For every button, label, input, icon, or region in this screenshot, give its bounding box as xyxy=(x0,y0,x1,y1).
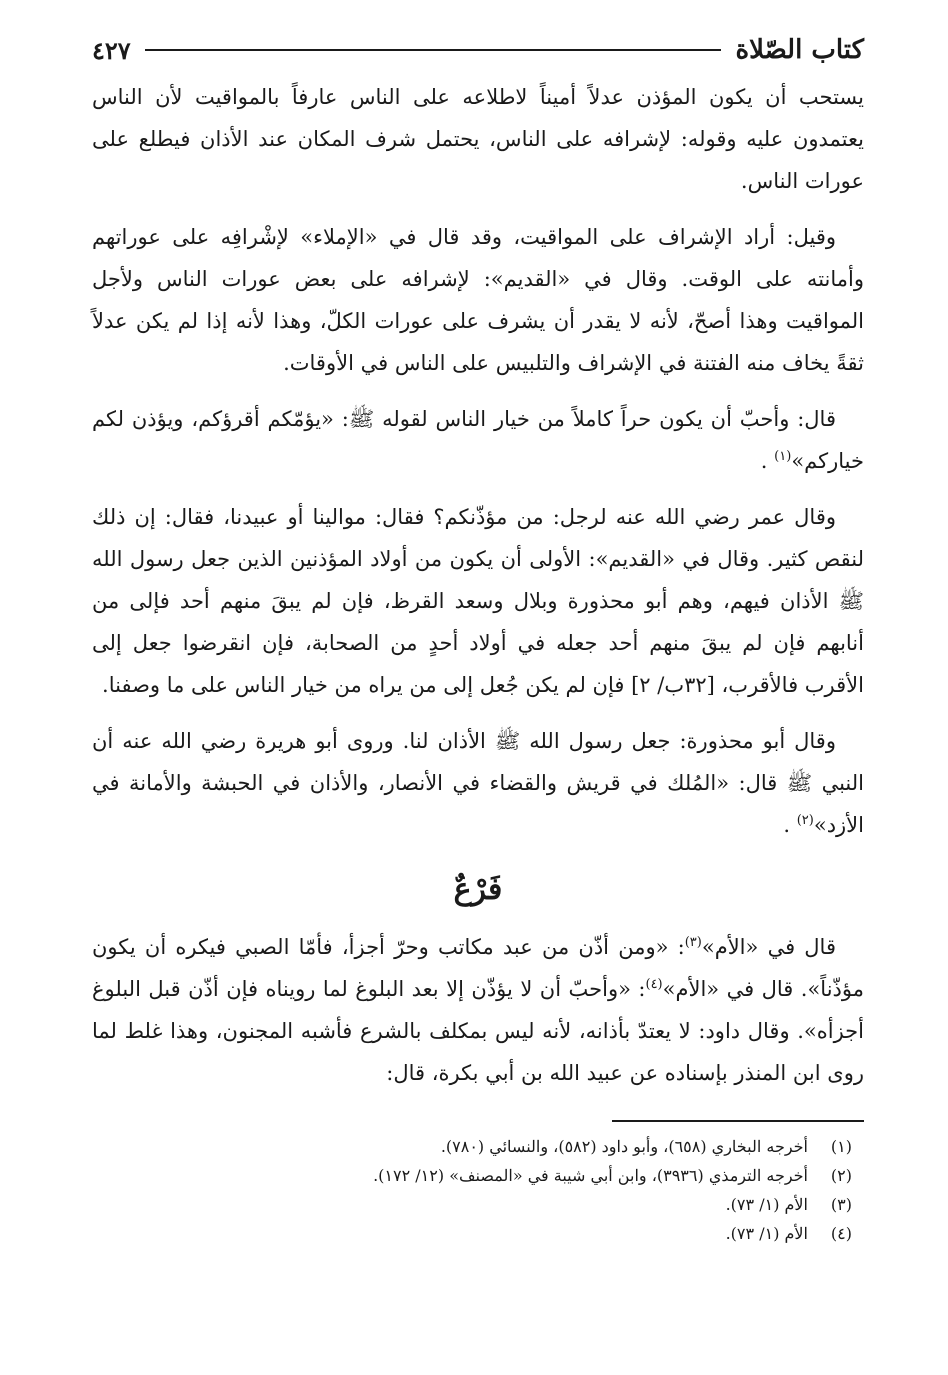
page-number: ٤٢٧ xyxy=(92,35,131,65)
paragraph xyxy=(92,926,864,1094)
paragraph: وقيل: أراد الإشراف على المواقيت، وقد قال في «الإملاء» لإشْرافِه على عوراتهم وأمانته على الوقت. وقال في «القديم»: لإشرافه على بعض عورات الناس ولأجل المواقيت وهذا أصحّ، لأنه لا يقدر أن يشرف على عورات الكلّ، وهذا لأنه إذا لم يكن عدلاً ثقةً يخاف منه الفتنة في الإشراف والتلبيس على الناس في الأوقات. xyxy=(92,225,864,375)
period: . xyxy=(760,449,768,473)
page-header xyxy=(92,30,864,70)
footnote-number: (٤) xyxy=(830,1224,852,1243)
footnote-marker: (٢) xyxy=(796,813,814,828)
footnote-text: أخرجه البخاري (٦٥٨)، وأبو داود (٥٨٢)، والنسائي (٧٨٠). xyxy=(440,1137,808,1156)
paragraph: وقال عمر رضي الله عنه لرجل: من مؤذّنكم؟ فقال: موالينا أو عبيدنا، فقال: إن ذلك لنقص كثير. وقال في «القديم»: الأولى أن يكون من أولاد المؤذنين الذين جعل رسول الله ﷺ الأذان فيهم، وهم أبو محذورة وبلال وسعد القرظ، فإن لم يبقَ منهم أحد فإلى من أنابهم فإن لم يبقَ منهم أحد جعله في أولاد أحدٍ من الصحابة، فإن انقرضوا جعل إلى الأقرب فالأقرب، [٣٢ب/ ٢] فإن لم يكن جُعل إلى من يراه من خيار الناس على ما وصفنا. xyxy=(92,505,864,697)
document-page xyxy=(92,30,864,1248)
book-title: كتاب الصّلاة xyxy=(735,35,864,65)
footnote xyxy=(92,1219,864,1248)
footnote-marker: (١) xyxy=(774,449,792,464)
header-rule xyxy=(145,49,722,51)
paragraph-text: وقال أبو محذورة: جعل رسول الله ﷺ الأذان لنا. وروى أبو هريرة رضي الله عنه أن النبي ﷺ قال: «المُلك في قريش والقضاء في الأنصار، والأذان في الحبشة والأمانة في الأزد» xyxy=(92,729,864,837)
footnote-number: (٣) xyxy=(830,1195,852,1214)
footnotes xyxy=(92,1132,864,1248)
footnote-text: الأم (١/ ٧٣). xyxy=(725,1195,808,1214)
paragraph-text: قال في «الأم» xyxy=(701,935,836,959)
footnote xyxy=(92,1190,864,1219)
footnote xyxy=(92,1132,864,1161)
footnote-text: الأم (١/ ٧٣). xyxy=(725,1224,808,1243)
paragraph-text: قال: وأحبّ أن يكون حراً كاملاً من خيار الناس لقوله ﷺ: «يؤمّكم أقرؤكم، ويؤذن لكم خياركم» xyxy=(92,407,864,473)
footnote-text: أخرجه الترمذي (٣٩٣٦)، وابن أبي شيبة في «المصنف» (١٢/ ١٧٢). xyxy=(373,1166,808,1185)
paragraph-text: : «وأحبّ أن لا يؤذّن إلا بعد البلوغ لما رويناه فإن أذّن قبل البلوغ أجزأه». وقال داود: لا يعتدّ بأذانه، لأنه ليس بمكلف بالشرع فأشبه المجنون، وهذا غلط لما روى ابن المنذر بإسناده عن عبيد الله بن أبي بكرة، قال: xyxy=(92,977,864,1085)
paragraph-text: : «ومن أذّن من عبد مكاتب وحرّ أجزأ، فأمّا الصبي فيكره أن يكون مؤذّناً». قال في «الأم» xyxy=(92,935,864,1001)
footnote-separator xyxy=(612,1120,864,1122)
footnote-marker: (٤) xyxy=(645,977,663,992)
footnote-number: (٢) xyxy=(830,1166,852,1185)
footnote-number: (١) xyxy=(830,1137,852,1156)
paragraph xyxy=(92,398,864,482)
footnote-marker: (٣) xyxy=(684,935,702,950)
footnote xyxy=(92,1161,864,1190)
period: . xyxy=(783,813,791,837)
paragraph xyxy=(92,720,864,846)
section-subheading: فَرْعٌ xyxy=(453,872,503,907)
paragraph: يستحب أن يكون المؤذن عدلاً أميناً لاطلاعه على الناس عارفاً بالمواقيت لأن الناس يعتمدون عليه وقوله: لإشرافه على الناس، يحتمل شرف المكان عند الأذان فيطلع على عورات الناس. xyxy=(92,85,864,193)
